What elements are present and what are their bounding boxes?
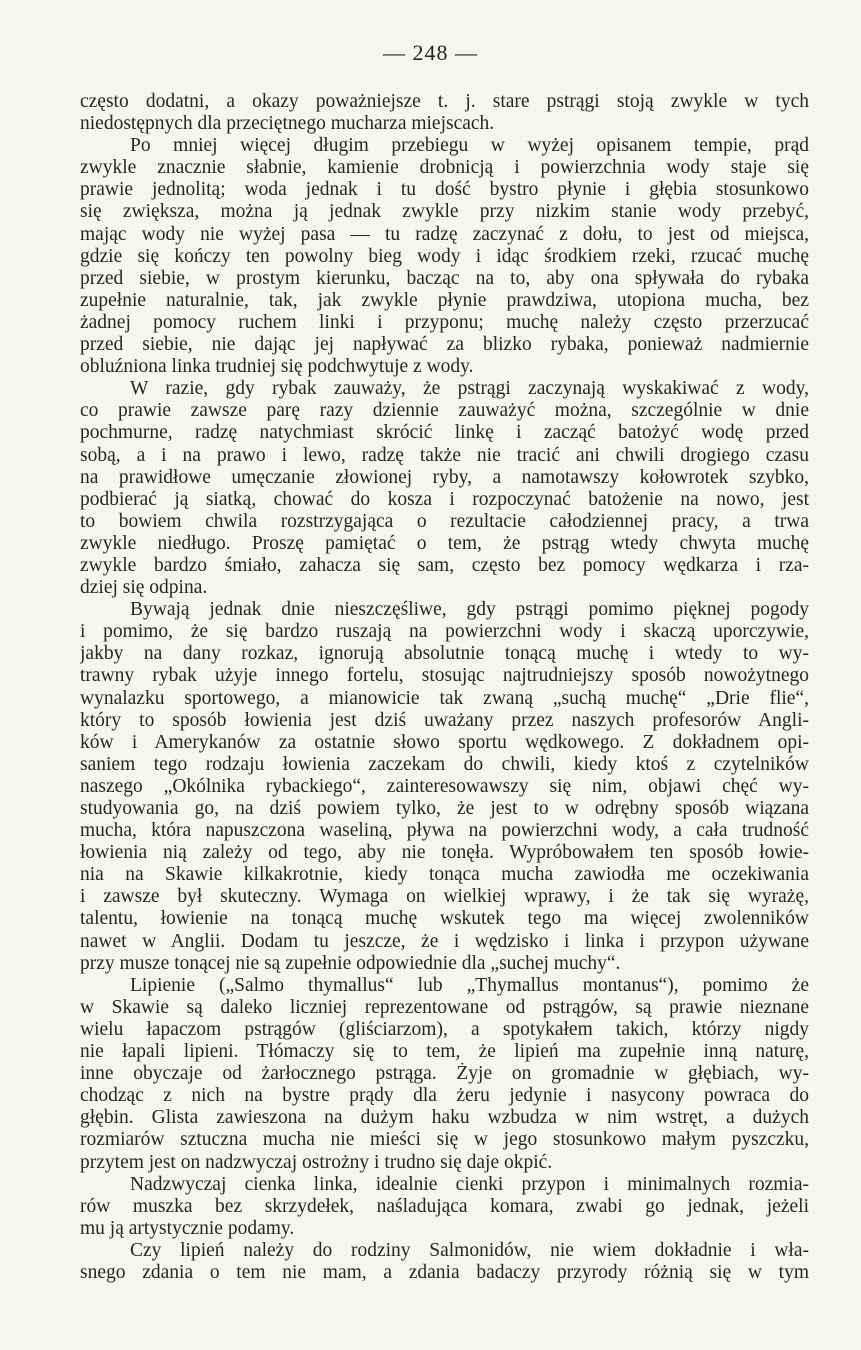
text-line: Czy lipień należy do rodziny Salmonidów, nie wiem dokładnie i wła- — [130, 1239, 809, 1261]
body-text — [80, 91, 809, 1284]
text-line: przed siebie, w prostym kierunku, bacząc na to, aby ona spływała do rybaka — [80, 267, 809, 289]
text-line: sobą, a i na prawo i lewo, radzę także nie tracić ani chwili drogiego czasu — [80, 444, 809, 466]
text-line: przed siebie, nie dając jej napływać za blizko rybaka, ponieważ nadmiernie — [80, 334, 809, 356]
text-line: zwykle niedługo. Proszę pamiętać o tem, że pstrąg wtedy chwyta muchę — [80, 532, 809, 554]
text-line: dziej się odpina. — [80, 577, 208, 599]
text-line: żadnej pomocy ruchem linki i przyponu; muchę należy często przerzucać — [80, 311, 809, 333]
text-line: Po mniej więcej długim przebiegu w wyżej opisanem tempie, prąd — [130, 135, 809, 157]
text-line: się zwiększa, można ją jednak zwykle przy nizkim stanie wody przebyć, — [80, 201, 809, 223]
text-line: jakby na dany rozkaz, ignorują absolutnie tonącą muchę i wtedy to wy- — [80, 643, 809, 665]
text-line: rozmiarów sztuczna mucha nie mieści się w jego stosunkowo małym pyszczku, — [80, 1129, 809, 1151]
text-line: ków i Amerykanów za ostatnie słowo sportu wędkowego. Z dokładnem opi- — [80, 731, 809, 753]
text-line: nia na Skawie kilkakrotnie, kiedy tonąca mucha zawiodła me oczekiwania — [80, 864, 809, 886]
text-line: zwykle znacznie słabnie, kamienie drobnicją i powierzchnia wody staje się — [80, 157, 809, 179]
text-line: pochmurne, radzę natychmiast skrócić linkę i zacząć batożyć wodę przed — [80, 422, 809, 444]
text-line: podbierać ją siatką, chować do kosza i rozpoczynać batożenie na nowo, jest — [80, 488, 809, 510]
text-line: który to sposób łowienia jest dziś uważany przez naszych profesorów Angli- — [80, 709, 809, 731]
text-line: przy musze tonącej nie są zupełnie odpowiednie dla „suchej muchy“. — [80, 952, 621, 974]
text-line: Nadzwyczaj cienka linka, idealnie cienki przypon i minimalnych rozmia- — [130, 1173, 809, 1195]
text-line: nie łapali lipieni. Tłómaczy się to tem, że lipień ma zupełnie inną naturę, — [80, 1041, 809, 1063]
text-line: chodząc z nich na bystre prądy dla żeru jedynie i nasycony powraca do — [80, 1085, 809, 1107]
text-line: prawie jednolitą; woda jednak i tu dość bystro płynie i głębia stosunkowo — [80, 179, 809, 201]
text-line: mucha, która napuszczona waseliną, pływa na powierzchni wody, a cała trudność — [80, 820, 809, 842]
text-line: zupełnie naturalnie, tak, jak zwykle płynie prawdziwa, utopiona mucha, bez — [80, 289, 809, 311]
text-line: inne obyczaje od żarłocznego pstrąga. Żyje on gromadnie w głębiach, wy- — [80, 1063, 809, 1085]
text-line: głębin. Glista zawieszona na dużym haku wzbudza w nim wstręt, a dużych — [80, 1107, 809, 1129]
text-line: naszego „Okólnika rybackiego“, zainteresowawszy się nim, objawi chęć wy- — [80, 775, 809, 797]
text-line: trawny rybak użyje innego fortelu, stosując najtrudniejszy sposób nowożytnego — [80, 665, 809, 687]
text-line: niedostępnych dla przeciętnego mucharza miejscach. — [80, 113, 495, 135]
text-line: gdzie się kończy ten powolny bieg wody i idąc środkiem rzeki, rzucać muchę — [80, 245, 809, 267]
text-line: W razie, gdy rybak zauważy, że pstrągi zaczynają wyskakiwać z wody, — [130, 378, 809, 400]
text-line: przytem jest on nadzwyczaj ostrożny i trudno się daje okpić. — [80, 1151, 553, 1173]
text-line: Lipienie („Salmo thymallus“ lub „Thymallus montanus“), pomimo że — [130, 974, 809, 996]
text-line: zwykle bardzo śmiało, zahacza się sam, często bez pomocy wędkarza i rza- — [80, 554, 809, 576]
text-line: co prawie zawsze parę razy dziennie zauważyć można, szczególnie w dnie — [80, 400, 809, 422]
text-line: często dodatni, a okazy poważniejsze t. j. stare pstrągi stoją zwykle w tych — [80, 91, 809, 112]
page-number: — 248 — — [383, 40, 478, 65]
text-line: saniem tego rodzaju łowienia zaczekam do chwili, kiedy ktoś z czytelników — [80, 753, 809, 775]
text-line: nawet w Anglii. Dodam tu jeszcze, że i wędzisko i linka i przypon używane — [80, 930, 809, 952]
text-line: mu ją artystycznie podamy. — [80, 1217, 295, 1239]
text-line: snego zdania o tem nie mam, a zdania badaczy przyrody różnią się w tym — [80, 1261, 809, 1283]
text-line: studyowania go, na dziś powiem tylko, że jest to w odrębny sposób wiązana — [80, 798, 809, 819]
text-line: Bywają jednak dnie nieszczęśliwe, gdy pstrągi pomimo pięknej pogody — [130, 599, 809, 621]
text-line: i zawsze był skuteczny. Wymaga on wielkiej wprawy, i że tak się wyrażę, — [80, 886, 809, 908]
text-line: na prawidłowe umęczanie złowionej ryby, a namotawszy kołowrotek szybko, — [80, 466, 809, 488]
text-line: łowienia nią zależy od tego, aby nie tonęła. Wypróbowałem ten sposób łowie- — [80, 842, 809, 864]
text-line: w Skawie są daleko liczniej reprezentowane od pstrągów, są prawie nieznane — [80, 996, 809, 1018]
text-line: i pomimo, że się bardzo ruszają na powierzchni wody i skaczą uporczywie, — [80, 621, 809, 643]
text-line: talentu, łowienie na tonącą muchę wskutek tego ma więcej zwolenników — [80, 908, 809, 930]
text-line: to bowiem chwila rozstrzygająca o rezultacie całodziennej pracy, a trwa — [80, 510, 809, 532]
text-line: wynalazku sportowego, a mianowicie tak zwaną „suchą muchę“ „Drie flie“, — [80, 687, 809, 709]
text-line: wielu łapaczom pstrągów (gliściarzom), a spotykałem takich, którzy nigdy — [80, 1018, 809, 1040]
text-line: obluźniona linka trudniej się podchwytuje z wody. — [80, 356, 474, 378]
text-line: mając wody nie wyżej pasa — tu radzę zaczynać z dołu, to jest od miejsca, — [80, 223, 809, 245]
text-line: rów muszka bez skrzydełek, naśladująca komara, zwabi go jednak, jeżeli — [80, 1195, 809, 1217]
